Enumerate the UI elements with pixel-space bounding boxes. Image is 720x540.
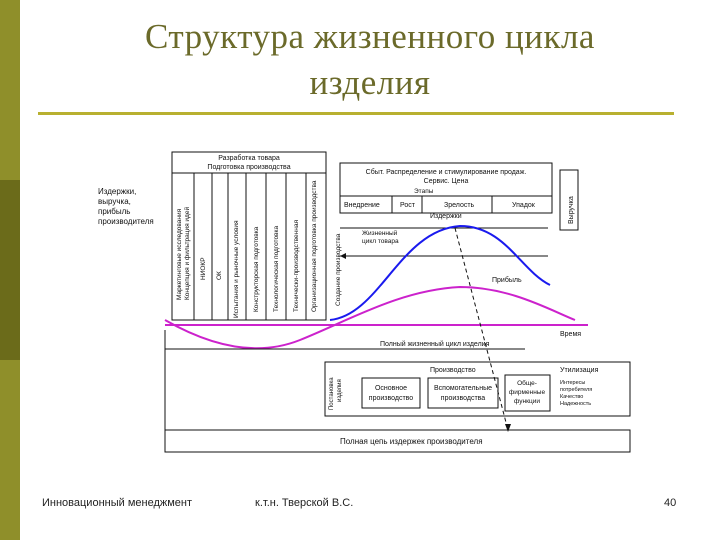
block-main-line: Основное [374, 385, 408, 392]
left-label-line: прибыль [98, 207, 131, 216]
utilization-label: Утилизация [560, 367, 599, 374]
dev-column-label: ОК [216, 271, 223, 280]
dev-column-label: Конструкторская подготовка [253, 226, 260, 312]
stage-label: Зрелость [444, 202, 475, 209]
util-item: Интересы [560, 380, 586, 386]
block-aux-line: производства [440, 395, 486, 402]
dev-column-label: Концепция и фильтрация идей [184, 206, 191, 300]
dev-column-label: Технологическая подготовка [273, 225, 280, 312]
production-label: Производство [430, 367, 476, 374]
dev-column-label: Маркетинговые исследования [176, 208, 183, 300]
peak-dashed-arrowhead [505, 424, 511, 432]
slide-title-line1: Структура жизненного цикла [145, 17, 595, 56]
util-item: Надежность [560, 401, 592, 407]
util-item: потребителя [560, 387, 593, 393]
pribyl-label: Прибыль [492, 277, 522, 284]
sozdanie-label: Создание производства [335, 233, 342, 306]
block-general-line: фирменные [508, 389, 546, 396]
dev-header-line: Подготовка производства [207, 164, 291, 171]
block-aux-line: Вспомогательные [433, 385, 493, 392]
dev-column-label: НИОКР [200, 257, 207, 280]
full-chain-label: Полная цепь издержек производителя [340, 437, 483, 446]
zhiznenny-label: цикл товара [362, 238, 399, 245]
footer-author: к.т.н. Тверской В.С. [255, 497, 354, 509]
postanovka-label: изделия [337, 379, 343, 402]
dev-column-label: Организационная подготовка производства [311, 180, 318, 312]
full-life-label: Полный жизненный цикл изделия [380, 341, 490, 348]
util-item: Качество [560, 394, 584, 400]
development-columns [194, 173, 306, 320]
page-number: 40 [664, 497, 677, 509]
slide-title-line2: изделия [309, 63, 431, 102]
zhiznenny-label: Жизненный [362, 230, 398, 237]
block-general-line: Обще- [517, 380, 537, 387]
dev-header-line: Разработка товара [218, 155, 280, 162]
block-aux [428, 378, 498, 408]
izderzhki-label: Издержки [430, 213, 462, 220]
block-main-line: производство [368, 395, 414, 402]
dev-column-label: Технически-производственная [293, 220, 300, 312]
market-header-line: Сбыт. Распределение и стимулирование продаж. [365, 169, 527, 176]
left-axis-label [98, 187, 154, 226]
development-column-labels [176, 180, 318, 318]
footer-course: Инновационный менеджмент [42, 497, 193, 509]
dev-column-label: Испытания и рыночные условия [233, 220, 240, 318]
market-stages-caption: Этапы [414, 188, 434, 195]
stage-label: Упадок [512, 202, 535, 209]
left-label-line: выручка, [98, 197, 131, 206]
development-block [172, 152, 326, 320]
stage-label: Внедрение [344, 202, 380, 209]
time-label: Время [560, 331, 582, 338]
left-label-line: производителя [98, 217, 154, 226]
revenue-label: Выручка [568, 196, 575, 224]
left-label-line: Издержки, [98, 187, 137, 196]
block-general-line: функции [514, 398, 540, 405]
market-header-line: Сервис. Цена [423, 178, 469, 185]
block-main [362, 378, 420, 408]
postanovka-label: Постановка [329, 377, 335, 410]
stage-label: Рост [400, 202, 415, 209]
